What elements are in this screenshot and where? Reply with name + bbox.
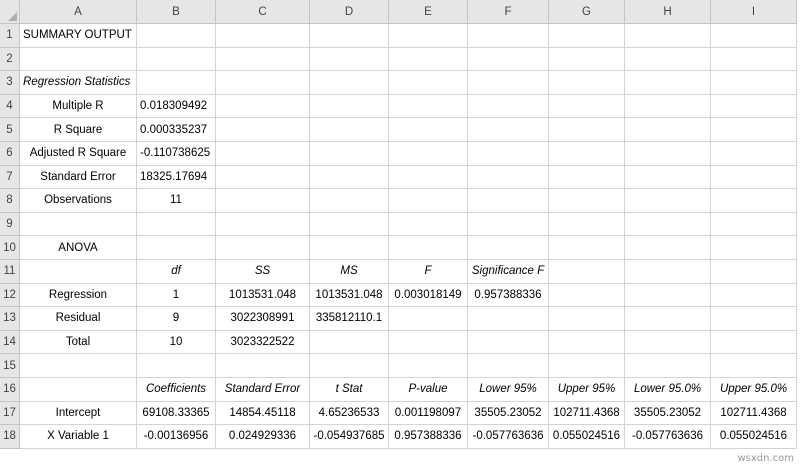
cell-value: 4.65236533 [318,406,380,419]
cell-value: Upper 95% [557,383,616,396]
cell-b12[interactable] [137,284,216,308]
cell-a10[interactable] [20,236,137,260]
cell-value: 0.001198097 [394,406,462,419]
cell-g14[interactable] [549,331,625,355]
cell-value: -0.057763636 [632,430,703,443]
cell-h9[interactable] [625,213,711,237]
cell-f3[interactable] [468,71,549,95]
column-header-g[interactable]: G [549,0,625,24]
cell-d2[interactable] [310,48,389,72]
column-header-c[interactable]: C [216,0,310,24]
cell-h3[interactable] [625,71,711,95]
cell-i17[interactable] [711,402,797,426]
cell-value: Lower 95.0% [633,383,702,396]
cell-d5[interactable] [310,118,389,142]
cell-e3[interactable] [389,71,468,95]
cell-a9[interactable] [20,213,137,237]
cell-f5[interactable] [468,118,549,142]
cell-value: 0.957388336 [474,288,542,301]
cell-c16[interactable] [216,378,310,402]
cell-f2[interactable] [468,48,549,72]
cell-value: Adjusted R Square [29,147,127,160]
cell-b6[interactable] [137,142,216,166]
cell-a17[interactable] [20,402,137,426]
cell-h18[interactable] [625,425,711,449]
cell-value: 0.003018149 [394,288,462,301]
cell-b10[interactable] [137,236,216,260]
cell-c17[interactable] [216,402,310,426]
cell-c5[interactable] [216,118,310,142]
cell-value: 14854.45118 [229,406,296,419]
row-header-4[interactable]: 4 [0,95,20,119]
cell-value: 9 [172,312,180,325]
select-all-triangle-icon [8,12,17,21]
cell-g4[interactable] [549,95,625,119]
cell-b4[interactable] [137,95,216,119]
cell-f18[interactable] [468,425,549,449]
cell-d11[interactable] [310,260,389,284]
cell-i2[interactable] [711,48,797,72]
cell-g3[interactable] [549,71,625,95]
cell-f11[interactable] [468,260,549,284]
cell-f7[interactable] [468,166,549,190]
cell-value: Regression [48,288,108,301]
cell-b14[interactable] [137,331,216,355]
cell-value: Intercept [55,406,101,419]
cell-value: 0.957388336 [394,430,462,443]
row-header-16[interactable]: 16 [0,378,20,402]
cell-value: 11 [170,194,182,207]
cell-b7[interactable] [137,166,216,190]
cell-value: Lower 95% [479,383,537,396]
cell-f15[interactable] [468,354,549,378]
cell-e15[interactable] [389,354,468,378]
cell-h16[interactable] [625,378,711,402]
cell-b2[interactable] [137,48,216,72]
cell-e6[interactable] [389,142,468,166]
cell-a13[interactable] [20,307,137,331]
cell-value: Coefficients [145,383,207,396]
cell-b11[interactable] [137,260,216,284]
cell-i12[interactable] [711,284,797,308]
cell-e18[interactable] [389,425,468,449]
cell-c6[interactable] [216,142,310,166]
cell-h4[interactable] [625,95,711,119]
cell-d1[interactable] [310,24,389,48]
cell-h15[interactable] [625,354,711,378]
cell-f6[interactable] [468,142,549,166]
cell-c2[interactable] [216,48,310,72]
cell-b13[interactable] [137,307,216,331]
cell-i18[interactable] [711,425,797,449]
cell-e17[interactable] [389,402,468,426]
cell-h2[interactable] [625,48,711,72]
cell-h10[interactable] [625,236,711,260]
cell-g8[interactable] [549,189,625,213]
cell-a18[interactable] [20,425,137,449]
cell-b17[interactable] [137,402,216,426]
cell-g16[interactable] [549,378,625,402]
cell-c14[interactable] [216,331,310,355]
row-header-13[interactable]: 13 [0,307,20,331]
cell-value: 69108.33365 [142,406,210,419]
cell-value: Significance F [471,265,545,278]
cell-a6[interactable] [20,142,137,166]
cell-b1[interactable] [137,24,216,48]
cell-c11[interactable] [216,260,310,284]
cell-value: 3023322522 [230,336,295,349]
cell-d3[interactable] [310,71,389,95]
column-header-e[interactable]: E [389,0,468,24]
cell-g11[interactable] [549,260,625,284]
cell-value: Observations [44,194,112,207]
cell-e12[interactable] [389,284,468,308]
cell-d18[interactable] [310,425,389,449]
cell-e10[interactable] [389,236,468,260]
cell-value: Upper 95.0% [719,383,788,396]
select-all-corner[interactable] [0,0,20,24]
cell-f8[interactable] [468,189,549,213]
cell-value: 1 [172,288,180,301]
cell-b15[interactable] [137,354,216,378]
column-header-d[interactable]: D [310,0,389,24]
row-header-15[interactable]: 15 [0,354,20,378]
cell-e11[interactable] [389,260,468,284]
cell-value: 102711.4368 [553,406,620,419]
cell-c12[interactable] [216,284,310,308]
cell-c8[interactable] [216,189,310,213]
cell-f16[interactable] [468,378,549,402]
cell-i11[interactable] [711,260,797,284]
cell-i13[interactable] [711,307,797,331]
cell-value: Residual [55,312,101,325]
cell-f9[interactable] [468,213,549,237]
row-header-3[interactable]: 3 [0,71,20,95]
cell-i6[interactable] [711,142,797,166]
cell-h13[interactable] [625,307,711,331]
cell-value: -0.054937685 [313,430,385,443]
cell-i5[interactable] [711,118,797,142]
cell-g13[interactable] [549,307,625,331]
cell-h12[interactable] [625,284,711,308]
cell-i15[interactable] [711,354,797,378]
row-header-10[interactable]: 10 [0,236,20,260]
cell-a12[interactable] [20,284,137,308]
cell-value: Multiple R [52,100,104,113]
cell-d6[interactable] [310,142,389,166]
cell-e7[interactable] [389,166,468,190]
cell-value: 102711.4368 [720,406,787,419]
cell-g5[interactable] [549,118,625,142]
watermark: wsxdn.com [737,453,794,464]
cell-h14[interactable] [625,331,711,355]
cell-b18[interactable] [137,425,216,449]
cell-g9[interactable] [549,213,625,237]
cell-c15[interactable] [216,354,310,378]
cell-f4[interactable] [468,95,549,119]
cell-d13[interactable] [310,307,389,331]
cell-b9[interactable] [137,213,216,237]
cell-h6[interactable] [625,142,711,166]
cell-e2[interactable] [389,48,468,72]
cell-i4[interactable] [711,95,797,119]
cell-e5[interactable] [389,118,468,142]
cell-h17[interactable] [625,402,711,426]
cell-h11[interactable] [625,260,711,284]
row-header-2[interactable]: 2 [0,48,20,72]
cell-a4[interactable] [20,95,137,119]
cell-e14[interactable] [389,331,468,355]
cell-d4[interactable] [310,95,389,119]
cell-c10[interactable] [216,236,310,260]
cell-d8[interactable] [310,189,389,213]
cell-h5[interactable] [625,118,711,142]
cell-c7[interactable] [216,166,310,190]
cell-d12[interactable] [310,284,389,308]
cell-f10[interactable] [468,236,549,260]
cell-g6[interactable] [549,142,625,166]
row-header-12[interactable]: 12 [0,284,20,308]
cell-i8[interactable] [711,189,797,213]
cell-f14[interactable] [468,331,549,355]
cell-value: P-value [408,383,448,396]
cell-d15[interactable] [310,354,389,378]
cell-value: X Variable 1 [47,430,109,443]
cell-g17[interactable] [549,402,625,426]
cell-h7[interactable] [625,166,711,190]
column-header-h[interactable]: H [625,0,711,24]
cell-g1[interactable] [549,24,625,48]
row-header-18[interactable]: 18 [0,425,20,449]
cell-f13[interactable] [468,307,549,331]
cell-i16[interactable] [711,378,797,402]
cell-value: Regression Statistics [23,76,131,89]
cell-h8[interactable] [625,189,711,213]
cell-a8[interactable] [20,189,137,213]
cell-i9[interactable] [711,213,797,237]
cell-c4[interactable] [216,95,310,119]
cell-c9[interactable] [216,213,310,237]
cell-value: 0.018309492 [140,100,208,113]
cell-value: 35505.23052 [633,406,702,419]
cell-a14[interactable] [20,331,137,355]
cell-value: -0.00136956 [143,430,209,443]
cell-value: 0.024929336 [228,430,297,443]
cell-a5[interactable] [20,118,137,142]
row-header-7[interactable]: 7 [0,166,20,190]
cell-d16[interactable] [310,378,389,402]
cell-value: SUMMARY OUTPUT [23,29,132,42]
cell-a3[interactable] [20,71,137,95]
cell-c18[interactable] [216,425,310,449]
cell-b8[interactable] [137,189,216,213]
cell-i10[interactable] [711,236,797,260]
cell-value: Standard Error [40,170,116,183]
cell-value: Standard Error [224,383,301,396]
cell-value: F [424,265,432,278]
cell-d17[interactable] [310,402,389,426]
cell-value: -0.110738625 [140,147,211,160]
cell-a16[interactable] [20,378,137,402]
cell-value: df [171,265,181,278]
cell-a11[interactable] [20,260,137,284]
cell-value: 1013531.048 [315,288,383,301]
row-header-5[interactable]: 5 [0,118,20,142]
cell-value: t Stat [335,383,363,396]
cell-value: 18325.17694 [140,170,208,183]
cell-d10[interactable] [310,236,389,260]
cell-a1[interactable] [20,24,137,48]
cell-b3[interactable] [137,71,216,95]
cell-value: 335812110.1 [315,312,383,325]
cell-g7[interactable] [549,166,625,190]
cell-g15[interactable] [549,354,625,378]
cell-value: 0.000335237 [140,123,208,136]
cell-h1[interactable] [625,24,711,48]
column-header-i[interactable]: I [711,0,797,24]
cell-g18[interactable] [549,425,625,449]
row-header-11[interactable]: 11 [0,260,20,284]
cell-e1[interactable] [389,24,468,48]
cell-value: 1013531.048 [228,288,297,301]
cell-a15[interactable] [20,354,137,378]
cell-value: SS [254,265,271,278]
cell-value: -0.057763636 [472,430,544,443]
row-header-17[interactable]: 17 [0,402,20,426]
cell-a2[interactable] [20,48,137,72]
row-header-9[interactable]: 9 [0,213,20,237]
cell-value: MS [340,265,358,278]
cell-i7[interactable] [711,166,797,190]
column-header-f[interactable]: F [468,0,549,24]
cell-i3[interactable] [711,71,797,95]
row-header-8[interactable]: 8 [0,189,20,213]
column-header-a[interactable]: A [20,0,137,24]
cell-value: 35505.23052 [474,406,542,419]
row-header-14[interactable]: 14 [0,331,20,355]
cell-d14[interactable] [310,331,389,355]
cell-e13[interactable] [389,307,468,331]
cell-d9[interactable] [310,213,389,237]
cell-c13[interactable] [216,307,310,331]
cell-d7[interactable] [310,166,389,190]
cell-g10[interactable] [549,236,625,260]
cell-value: Total [65,336,91,349]
cell-f17[interactable] [468,402,549,426]
cell-f12[interactable] [468,284,549,308]
cell-c1[interactable] [216,24,310,48]
cell-b5[interactable] [137,118,216,142]
cell-value: 0.055024516 [552,430,621,443]
cell-f1[interactable] [468,24,549,48]
cell-i14[interactable] [711,331,797,355]
cell-c3[interactable] [216,71,310,95]
cell-g2[interactable] [549,48,625,72]
cell-g12[interactable] [549,284,625,308]
cell-value: R Square [53,123,103,136]
cell-e16[interactable] [389,378,468,402]
cell-value: 3022308991 [230,312,295,325]
cell-e8[interactable] [389,189,468,213]
cell-value: 0.055024516 [719,430,788,443]
cell-value: ANOVA [58,241,98,254]
column-header-b[interactable]: B [137,0,216,24]
cell-a7[interactable] [20,166,137,190]
row-header-1[interactable]: 1 [0,24,20,48]
cell-e4[interactable] [389,95,468,119]
cell-e9[interactable] [389,213,468,237]
row-header-6[interactable]: 6 [0,142,20,166]
cell-b16[interactable] [137,378,216,402]
cell-i1[interactable] [711,24,797,48]
cell-value: 10 [169,336,183,349]
